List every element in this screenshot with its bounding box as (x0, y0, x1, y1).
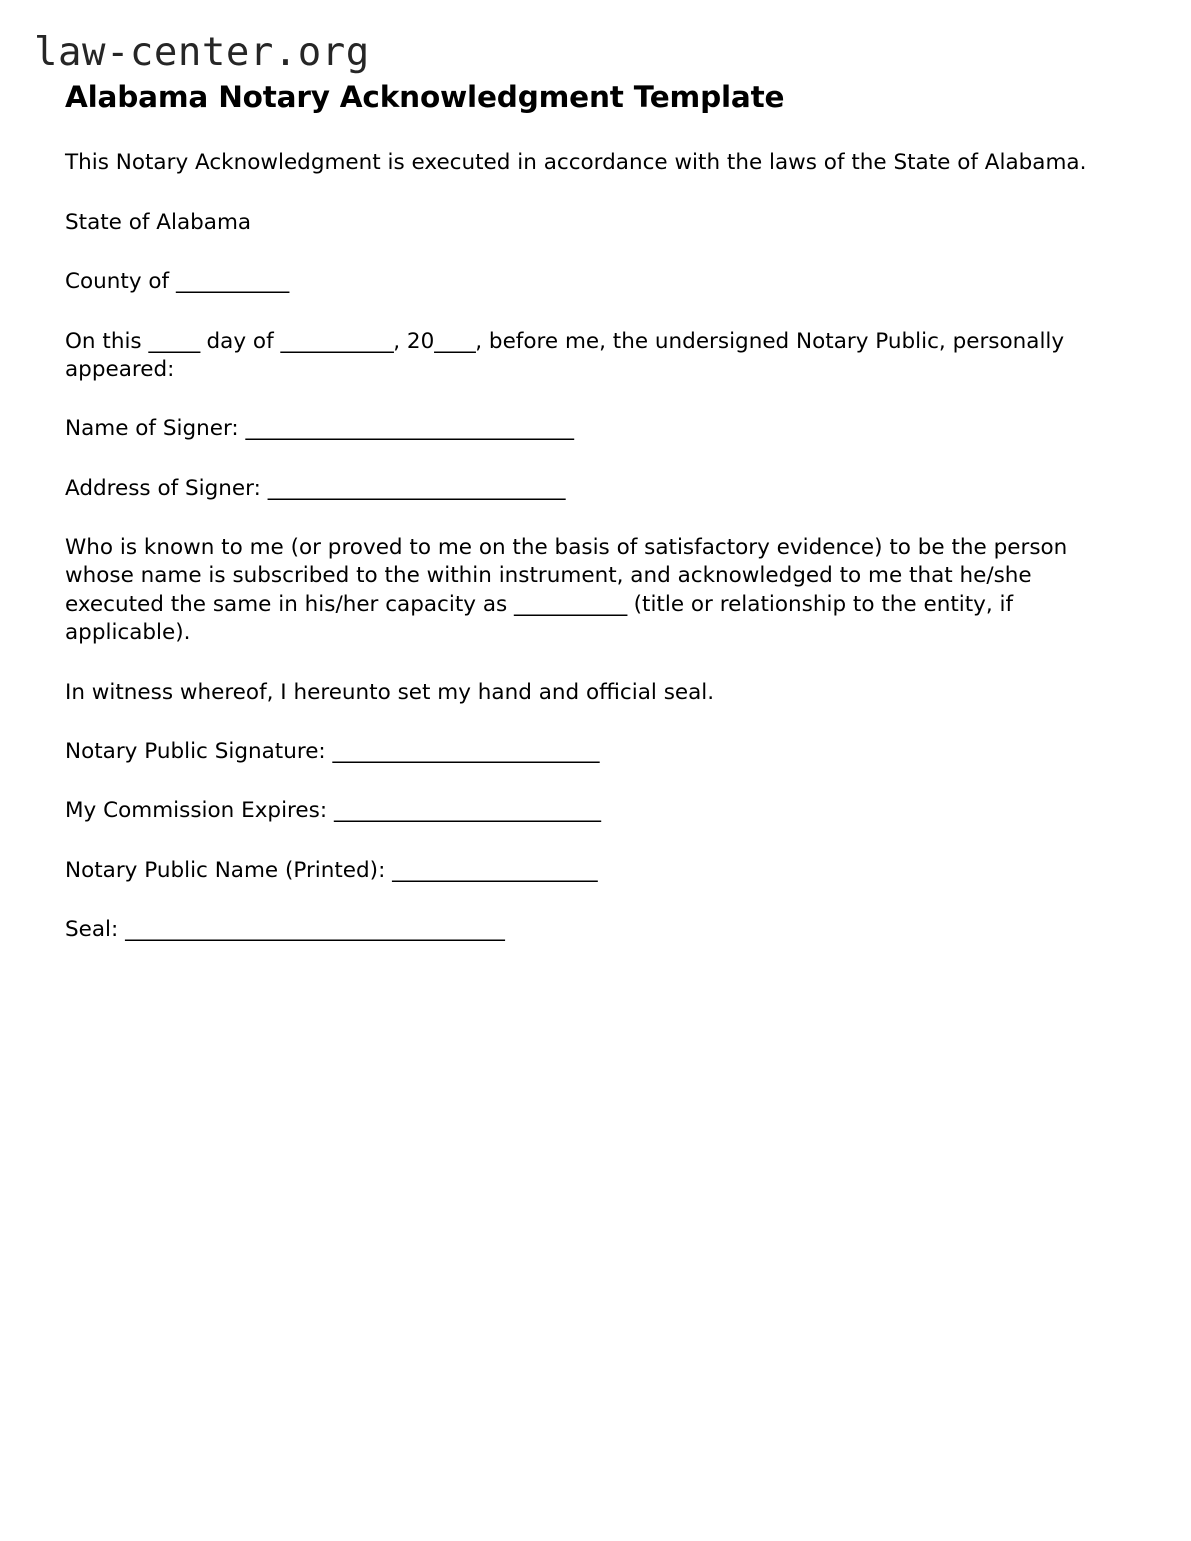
name-of-signer-blank-field[interactable]: ________________________________ (245, 416, 574, 442)
site-logo: law-center.org (34, 30, 370, 75)
on-this-prefix: On this (65, 328, 149, 354)
on-this-suffix: , before me, the undersigned Notary Public, personally appeared: (65, 328, 1065, 382)
notary-printed-name-label: Notary Public Name (Printed): (65, 857, 393, 883)
capacity-blank-field[interactable]: ___________ (514, 591, 627, 617)
address-of-signer-blank-field[interactable]: _____________________________ (267, 475, 565, 501)
commission-expires-label: My Commission Expires: (65, 798, 334, 824)
witness-line: In witness whereof, I hereunto set my hand and official seal. (65, 679, 715, 705)
date-appearance-line (65, 328, 1113, 385)
notary-signature-blank-field[interactable]: __________________________ (332, 738, 600, 764)
notary-signature-line (65, 738, 1113, 766)
seal-line (65, 916, 1113, 944)
page-title: Alabama Notary Acknowledgment Template (65, 80, 785, 114)
notary-signature-label: Notary Public Signature: (65, 738, 333, 764)
year-blank-field[interactable]: ____ (434, 328, 476, 354)
name-of-signer-line (65, 415, 1113, 443)
name-of-signer-label: Name of Signer: (65, 416, 246, 442)
notary-printed-name-line (65, 857, 1113, 885)
county-blank-field[interactable]: ___________ (175, 269, 289, 295)
commission-expires-blank-field[interactable]: __________________________ (333, 798, 601, 824)
address-of-signer-label: Address of Signer: (65, 475, 268, 501)
intro-paragraph: This Notary Acknowledgment is executed in accordance with the laws of the State of Alabama. (65, 150, 1087, 176)
county-line (65, 268, 1113, 296)
acknowledgment-paragraph (65, 534, 1113, 648)
day-blank-field[interactable]: _____ (148, 328, 200, 354)
month-blank-field[interactable]: ___________ (280, 328, 394, 354)
acknowledgment-text-part1: Who is known to me (or proved to me on the basis of satisfactory evidence) to be the person whose name is subscribed to the within instrument, and acknowledged to me that he/she executed the same in his/her capacity as (65, 535, 1068, 617)
county-label: County of (65, 269, 176, 295)
seal-blank-field[interactable]: _____________________________________ (125, 917, 505, 943)
seal-label: Seal: (65, 917, 126, 943)
acknowledgment-text-part2: (title or relationship to the entity, if applicable). (65, 591, 1014, 646)
day-of-label: day of (199, 328, 281, 354)
state-line: State of Alabama (65, 209, 252, 235)
address-of-signer-line (65, 475, 1113, 503)
year-prefix: , 20 (393, 328, 435, 354)
commission-expires-line (65, 797, 1113, 825)
notary-printed-name-blank-field[interactable]: ____________________ (392, 857, 598, 883)
